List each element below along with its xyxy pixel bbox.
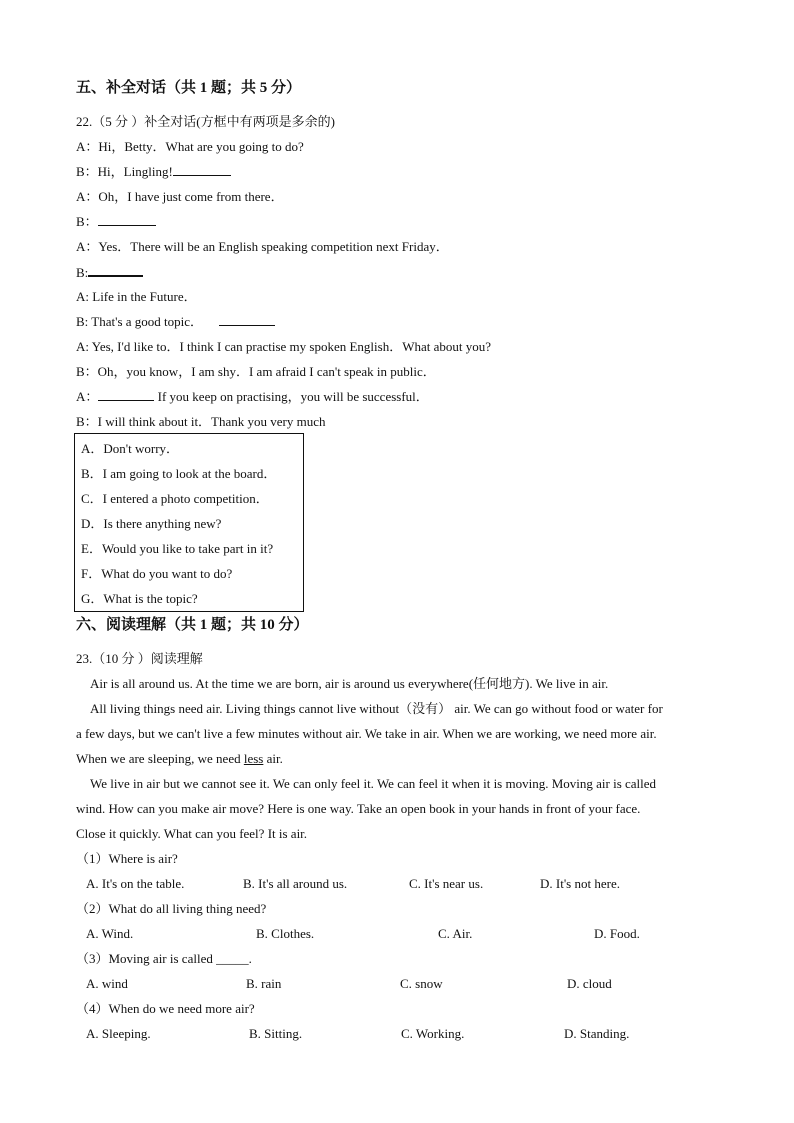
question-2: （2）What do all living thing need? <box>76 901 267 916</box>
option-d: D．Is there anything new? <box>81 516 222 531</box>
q3-option-d[interactable]: D. cloud <box>567 976 612 991</box>
q1-option-c[interactable]: C. It's near us. <box>409 876 484 891</box>
answer-blank[interactable] <box>173 163 231 176</box>
q4-option-d[interactable]: D. Standing. <box>564 1026 630 1041</box>
q4-option-c[interactable]: C. Working. <box>401 1026 465 1041</box>
underlined-word: less <box>243 751 264 766</box>
options-box <box>74 433 304 612</box>
dialogue-line: B：Oh，you know，I am shy．I am afraid I can't speak in public． <box>76 364 436 379</box>
question-23-title: 23.（10 分 ）阅读理解 <box>76 651 203 666</box>
passage-paragraph-3-line: Close it quickly. What can you feel? It is air. <box>76 826 308 841</box>
option-g: G．What is the topic? <box>81 591 198 606</box>
option-c: C．I entered a photo competition． <box>81 491 269 506</box>
q2-option-c[interactable]: C. Air. <box>438 926 473 941</box>
option-e: E．Would you like to take part in it? <box>81 541 274 556</box>
passage-paragraph-3-line: wind. How can you make air move? Here is one way. Take an open book in your hands in front of your face. <box>76 801 641 816</box>
q4-option-a[interactable]: A. Sleeping. <box>86 1026 151 1041</box>
question-1: （1）Where is air? <box>76 851 178 866</box>
q1-option-a[interactable]: A. It's on the table. <box>86 876 185 891</box>
passage-paragraph-2-line: a few days, but we can't live a few minutes without air. We take in air. When we are working, we need more air. <box>76 726 657 741</box>
dialogue-line: B: That's a good topic． <box>76 313 275 331</box>
answer-blank[interactable] <box>219 313 275 326</box>
passage-paragraph-1: Air is all around us. At the time we are born, air is around us everywhere(任何地方). We live in air. <box>90 676 609 691</box>
dialogue-line: B：I will think about it．Thank you very much <box>76 414 326 429</box>
section-6-heading: 六、阅读理解（共 1 题；共 10 分） <box>76 617 309 633</box>
passage-paragraph-3-line: We live in air but we cannot see it. We can only feel it. We can feel it when it is moving. Moving air is called <box>90 776 657 791</box>
dialogue-line: B: <box>76 263 143 282</box>
q3-option-b[interactable]: B. rain <box>246 976 282 991</box>
question-3: （3）Moving air is called _____. <box>76 951 252 966</box>
section-5-heading: 五、补全对话（共 1 题；共 5 分） <box>76 80 302 96</box>
answer-blank[interactable] <box>98 388 154 401</box>
q2-option-b[interactable]: B. Clothes. <box>256 926 315 941</box>
question-22-title: 22.（5 分 ）补全对话(方框中有两项是多余的) <box>76 114 335 129</box>
q2-option-a[interactable]: A. Wind. <box>86 926 134 941</box>
dialogue-line: A: Life in the Future． <box>76 289 197 304</box>
passage-paragraph-2-line: When we are sleeping, we need less air. <box>76 751 283 766</box>
q1-option-d[interactable]: D. It's not here. <box>540 876 620 891</box>
option-b: B．I am going to look at the board． <box>81 466 277 481</box>
q3-option-a[interactable]: A. wind <box>86 976 128 991</box>
passage-paragraph-2-line: All living things need air. Living things cannot live without（没有） air. We can go without food or water for <box>90 701 663 716</box>
dialogue-line: B： <box>76 213 156 231</box>
option-f: F．What do you want to do? <box>81 566 233 581</box>
dialogue-line: A： If you keep on practising，you will be successful． <box>76 389 429 404</box>
dialogue-line: A：Oh，I have just come from there． <box>76 189 284 204</box>
q1-option-b[interactable]: B. It's all around us. <box>243 876 348 891</box>
option-a: A．Don't worry． <box>81 441 180 456</box>
question-4: （4）When do we need more air? <box>76 1001 255 1016</box>
dialogue-line: A：Yes．There will be an English speaking competition next Friday． <box>76 239 449 254</box>
dialogue-line: A: Yes, I'd like to．I think I can practise my spoken English．What about you? <box>76 339 492 354</box>
q2-option-d[interactable]: D. Food. <box>594 926 640 941</box>
q3-option-c[interactable]: C. snow <box>400 976 443 991</box>
dialogue-line: B：Hi，Lingling! <box>76 163 231 181</box>
answer-blank[interactable] <box>88 263 143 277</box>
q4-option-b[interactable]: B. Sitting. <box>249 1026 303 1041</box>
answer-blank[interactable] <box>98 213 156 226</box>
dialogue-line: A：Hi，Betty．What are you going to do? <box>76 139 304 154</box>
